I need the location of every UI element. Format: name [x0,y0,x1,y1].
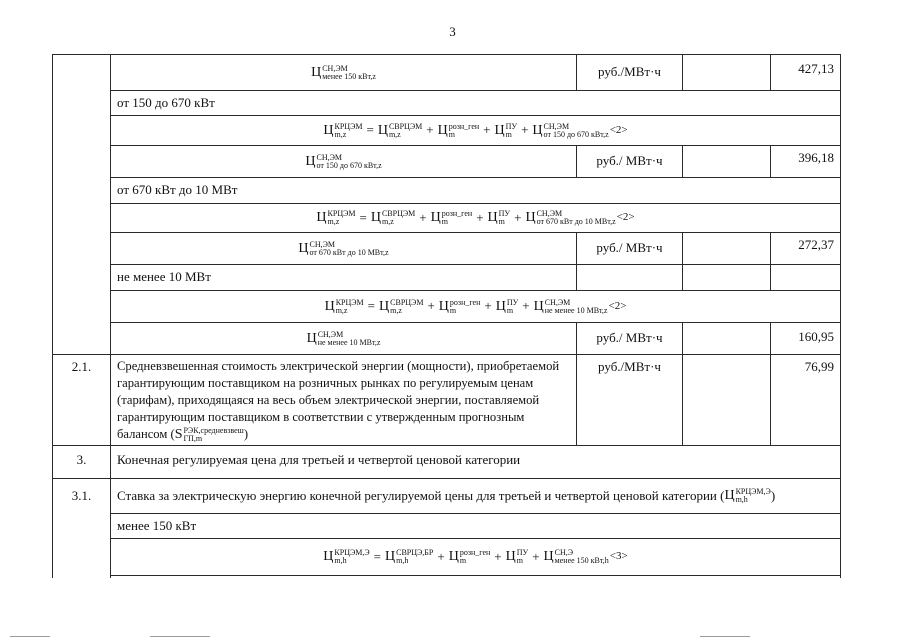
formula-cell: Ц КРЦЭМ m,z = Ц СВРЦЭМ m,z + Ц розн_ген m + Ц ПУ m + Ц СН,ЭМ от 150 до 670 кВт,z <2> [323,121,628,139]
row-description: Средневзвешенная стоимость электрической энергии (мощности), приобретаемой гарантирующим поставщиком на розничных рынках по регулируемым ценам (тарифам), приходящаяся на весь объем электрической энергии, поставляемой гарантирующим поставщиком в соответствии с утвержденным прогнозным балансом (S РЭК,средневзвеш ГП,m ) [117,359,560,444]
table-rule [52,354,841,355]
price-formula-cell: Ц СН,ЭМ от 150 до 670 кВт,z [305,152,382,170]
unit-cell: руб./ МВт·ч [596,330,663,346]
range-label: не менее 10 МВт [117,269,211,285]
scan-artifact [700,636,750,637]
formula-cell: Ц КРЦЭМ m,z = Ц СВРЦЭМ m,z + Ц розн_ген m + Ц ПУ m + Ц СН,ЭМ не менее 10 МВт,z <2> [324,297,627,315]
value-cell: 427,13 [798,60,834,76]
footnote-ref: <2> [616,211,635,224]
range-label: от 150 до 670 кВт [117,94,215,110]
value-cell: 160,95 [798,328,834,344]
unit-cell: руб./МВт·ч [598,64,661,80]
scan-artifact [10,636,50,637]
table-rule [110,575,841,576]
unit-cell: руб./ МВт·ч [596,153,663,169]
scan-artifact [150,636,210,637]
formula-cell: Ц КРЦЭМ,Э m,h = Ц СВРЦЭ,БР m,h + Ц розн_ген m + Ц ПУ m + Ц СН,Э менее 150 кВт,h <3> [323,548,628,565]
value-cell: 396,18 [798,149,834,165]
row-description: Конечная регулируемая цена для третьей и четвертой ценовой категории [117,451,521,467]
price-formula-cell: Ц СН,ЭМ менее 150 кВт,z [311,63,376,81]
table-rule [840,54,841,578]
value-cell: 76,99 [804,358,834,374]
row-number: 3. [76,451,87,467]
row-number: 2.1. [71,358,92,374]
table-rule [682,145,683,177]
table-rule [682,322,683,445]
table-rule [682,232,683,290]
footnote-ref: <2> [608,299,627,312]
row-description: Ставка за электрическую энергию конечной регулируемой цены для третьей и четвертой ценовой категории ( Ц КРЦЭМ,Э m,h ) [117,487,776,504]
footnote-ref: <3> [609,550,628,563]
unit-cell: руб./ МВт·ч [596,240,663,256]
row-number: 3.1. [71,487,92,503]
price-formula-cell: Ц СН,ЭМ не менее 10 МВт,z [306,329,381,347]
unit-cell: руб./МВт·ч [598,358,661,374]
range-label: менее 150 кВт [117,517,197,533]
range-label: от 670 кВт до 10 МВт [117,182,238,198]
formula-cell: Ц КРЦЭМ m,z = Ц СВРЦЭМ m,z + Ц розн_ген m + Ц ПУ m + Ц СН,ЭМ от 670 кВт до 10 МВт,z <2> [316,209,635,226]
footnote-ref: <2> [609,123,628,136]
page-number: 3 [449,24,456,39]
value-cell: 272,37 [798,236,834,252]
price-formula-cell: Ц СН,ЭМ от 670 кВт до 10 МВт,z [298,239,389,257]
price-symbol: Ц [311,64,322,80]
table-rule [682,54,683,90]
